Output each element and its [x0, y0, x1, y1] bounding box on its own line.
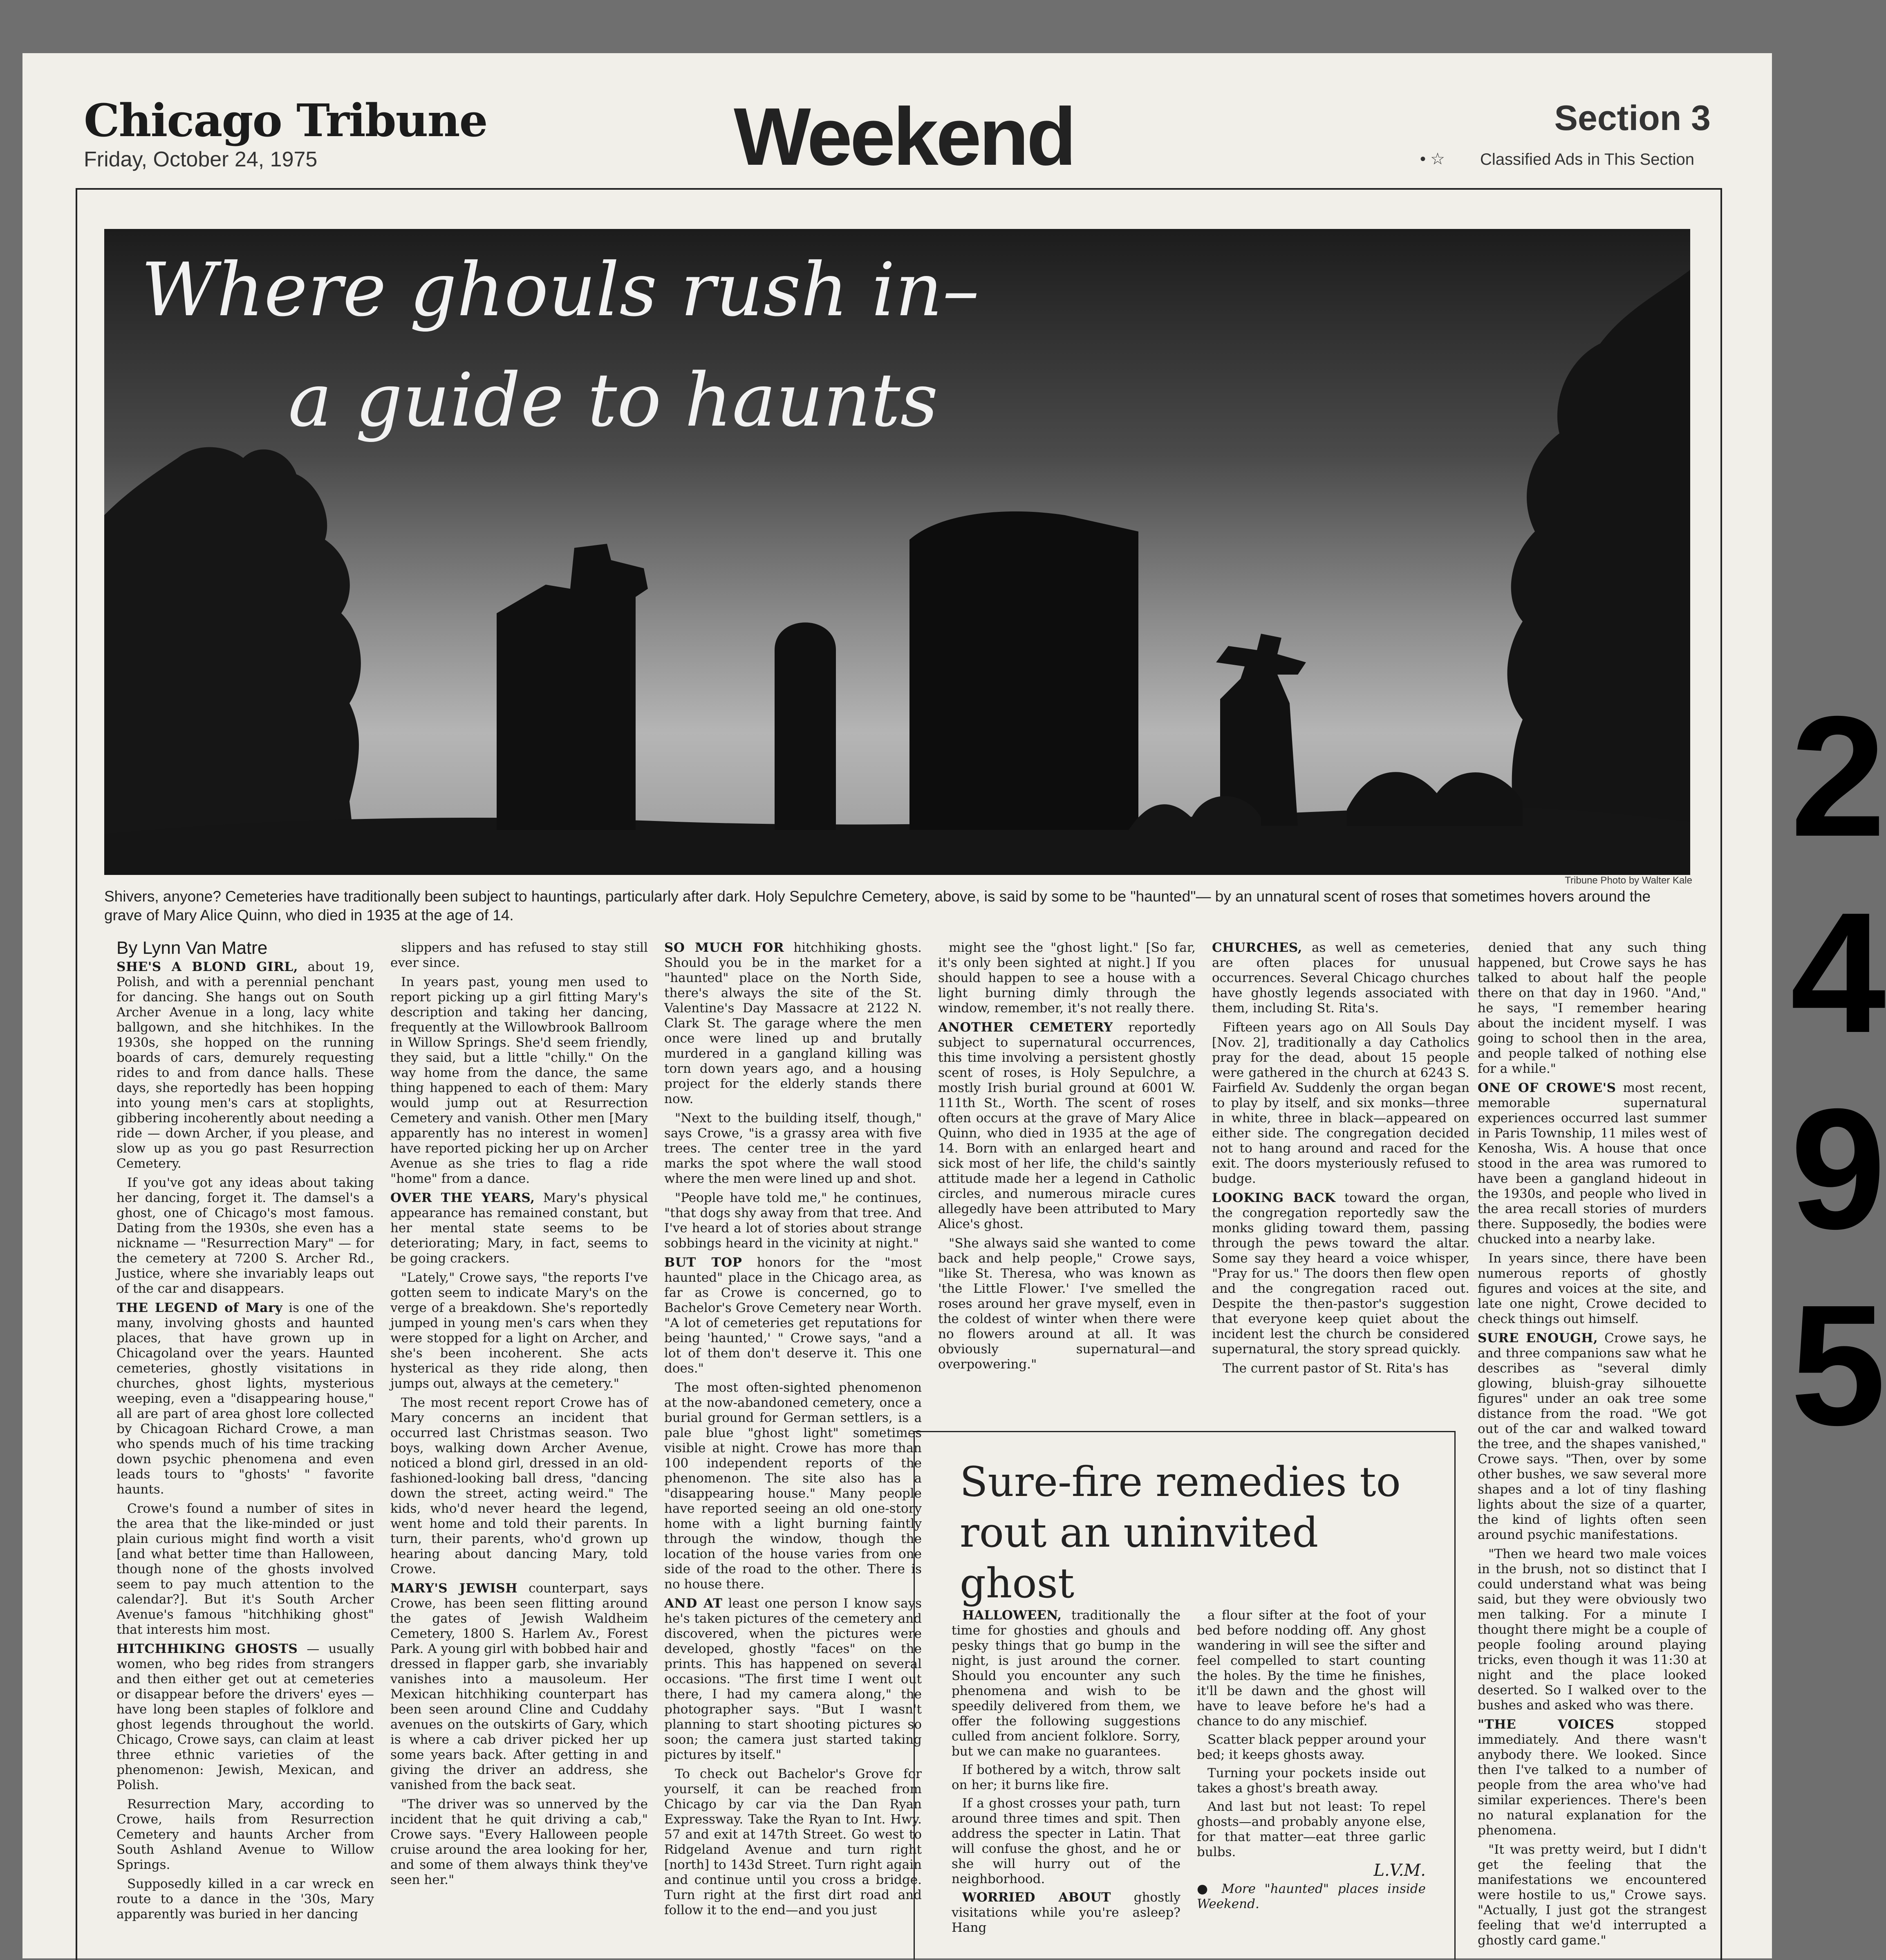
edge-digit: 4: [1790, 877, 1886, 1069]
paragraph: [1212, 1191, 1469, 1357]
paragraph: [116, 1642, 374, 1793]
paragraph-text: The most recent report Crowe has of Mary concerns an incident that occurred last Christmas season. Two boys, walking down Archer Avenue, noticed a blond girl, dressed in an old-fashioned-looking ball dress, "dancing down the street, acting weird." The kids, who'd never heard the legend, went home and told their parents. In turn, their parents, who'd grown up hearing about dancing Mary, told Crowe.: [390, 1395, 648, 1577]
headline-line-2: a guide to haunts: [288, 358, 938, 443]
section-title: Weekend: [734, 91, 1074, 182]
section-number: Section 3: [1554, 99, 1711, 138]
paragraph-text: least one person I know says he's taken pictures of the cemetery and discovered, when the pictures were developed, ghostly "faces" on the prints. This has happened on several occasions. "The first time I went out there, I had my camera along," the photographer says. "But I wasn't planning to start shooting pictures so soon; the camera just started taking pictures by itself.": [664, 1596, 922, 1762]
paragraph: [1478, 940, 1707, 1076]
paragraph-text: To check out Bachelor's Grove for yourself, it can be reached from Chicago by car via the Dan Ryan Expressway. Take the Ryan to Int. Hwy. 57 and exit at 147th Street. Go west to Ridgeland Avenue and turn right [north] to 143d Street. Turn right again and continue until you cross a bridge. Turn right at the first dirt road and follow it to the end—and you just: [664, 1767, 922, 1917]
paragraph: [664, 940, 922, 1107]
paragraph: [390, 1395, 648, 1577]
paragraph-text: reportedly subject to supernatural occurrences, this time involving a persistent ghostly scent of roses, is Holy Sepulchre, a mostly Irish burial ground at 6001 W. 111th St., Worth. The scent of roses often occurs at the grave of Mary Alice Quinn, who died in 1935 at the age of 14. Born with an enlarged heart and sick most of her life, the child's saintly attitude made her a legend in Catholic circles, and numerous miracle cures allegedly have been attributed to Mary Alice's ghost.: [938, 1020, 1196, 1231]
paragraph-text: "She always said she wanted to come back and help people," Crowe says, "like St. Theresa, who was known as 'the Little Flower.' I've smelled the roses around her grave myself, even in the coldest of winter when there were no flowers around at all. It was obviously supernatural—and overpowering.": [938, 1236, 1196, 1372]
paragraph: [390, 1797, 648, 1888]
paragraph: [1212, 940, 1469, 1016]
paragraph-lead: HITCHHIKING GHOSTS: [116, 1642, 298, 1656]
paragraph-lead: SURE ENOUGH,: [1478, 1331, 1598, 1346]
paragraph-text: toward the organ, the congregation reportedly saw the monks gliding toward them, passing through the pews toward the altar. Some say they heard a voice whisper, "Pray for us." The doors then flew open and the congregation raced out. Despite the then-pastor's suggestion that everyone keep quiet about the incident lest the church be considered supernatural, the story spread quickly.: [1212, 1191, 1469, 1357]
classified-note: Classified Ads in This Section: [1480, 150, 1694, 168]
issue-date: Friday, October 24, 1975: [84, 148, 318, 171]
paragraph: [116, 1301, 374, 1497]
paragraph: [664, 1380, 922, 1592]
paragraph-text: Crowe's found a number of sites in the area that the like-minded or just plain curious might find worth a visit [and what better time than Halloween, though none of the ghosts involved seem to pay much attention to the calendar?]. But it's South Archer Avenue's famous "hitchhiking ghost" that interests him most.: [116, 1501, 374, 1637]
paragraph-lead: ONE OF CROWE'S: [1478, 1081, 1616, 1095]
paragraph: [1478, 1547, 1707, 1713]
paragraph: [1212, 1020, 1469, 1186]
paragraph-text: The current pastor of St. Rita's has: [1223, 1361, 1449, 1376]
paragraph-text: a flour sifter at the foot of your bed before nodding off. Any ghost wandering in will see the sifter and feel compelled to start counting the holes. By the time he finishes, it'll be dawn and the ghost will have to leave before he's had a chance to do any mischief.: [1197, 1608, 1426, 1729]
paragraph: [664, 1596, 922, 1763]
paragraph-text: as well as cemeteries, are often places for unusual occurrences. Several Chicago churches have ghostly legends associated with them, including St. Rita's.: [1212, 940, 1469, 1016]
paragraph-lead: THE LEGEND of Mary: [116, 1301, 283, 1315]
paragraph: [952, 1890, 1180, 1935]
newspaper-page: [22, 53, 1772, 1958]
paragraph-text: Resurrection Mary, according to Crowe, hails from Resurrection Cemetery and haunts Archer from South Ashland Avenue to Willow Springs.: [116, 1797, 374, 1872]
paragraph-list: [952, 1608, 1180, 1935]
paragraph-text: denied that any such thing happened, but Crowe says he has talked to about half the people there on that day in 1960. "And," he says, "I remember hearing about the incident myself. I was going to school then in the area, and people talked of nothing else for a while.": [1478, 940, 1707, 1076]
paragraph-text: Mary's physical appearance has remained constant, but her mental state seems to be deteriorating; Mary, in fact, seems to be going crackers.: [390, 1191, 648, 1266]
article-column-1: [116, 940, 374, 1926]
paragraph-text: And last but not least: To repel ghosts—and probably anyone else, for that matter—eat three garlic bulbs.: [1197, 1799, 1426, 1859]
paragraph-text: In years past, young men used to report picking up a girl fitting Mary's description and taking her dancing, frequently at the Willowbrook Ballroom in Willow Springs. She'd seem friendly, they said, but a little "chilly." On the way home from the dance, the same thing happened to each of them: Mary would jump out at Resurrection Cemetery and vanish. Other men [Mary apparently has no interest in women] have reported picking her up on Archer Avenue as she tries to flag a ride "home" from a dance.: [390, 975, 648, 1186]
paragraph-text: Crowe says, he and three companions saw what he describes as "several dimly glowing, bluish-gray silhouette figures" under an oak tree some distance from the road. "We got out of the car and walked toward the tree, and the shapes vanished," Crowe says. "Then, over by some other bushes, we saw several more shapes and a lot of tiny flashing lights about the size of a quarter, the kind of lights often seen around psychic manifestations.: [1478, 1331, 1707, 1542]
paragraph-lead: OVER THE YEARS,: [390, 1191, 535, 1205]
paragraph-text: is one of the many, involving ghosts and haunted places, that have grown up in Chicagoland over the years. Haunted cemeteries, ghostly visitations in churches, ghost lights, mysterious weeping, even a "disappearing house," all are part of area ghost lore collected by Chicagoan Richard Crowe, a man who spends much of his time tracking down psychic phenomena and even leads tours to "ghosts' " favorite haunts.: [116, 1301, 374, 1497]
photo-caption: Shivers, anyone? Cemeteries have traditionally been subject to hauntings, particularly after dark. Holy Sepulchre Cemetery, above, is said by some to be "haunted"— by an unnatural scent of roses that sometimes hovers around the grave of Mary Alice Quinn, who died in 1935 at the age of 14.: [104, 888, 1651, 924]
paragraph: [390, 1581, 648, 1793]
edge-date-stamp: [1790, 679, 1886, 1464]
paragraph-text: "It was pretty weird, but I didn't get the feeling that the manifestations we encountered were hostile to us," Crowe says. "Actually, I just got the strangest feeling that we'd interrupted a ghostly card game.": [1478, 1842, 1707, 1948]
paragraph: [1478, 1842, 1707, 1948]
paragraph: [938, 1020, 1196, 1232]
paragraph: [1478, 1081, 1707, 1247]
newspaper-nameplate: Chicago Tribune: [84, 94, 487, 147]
paragraph-list: [116, 960, 374, 1922]
paragraph-text: If you've got any ideas about taking her dancing, forget it. The damsel's a ghost, one of Chicago's most famous. Dating from the 1930s, she even has a nickname — "Resurrection Mary" — for the cemetery at 7200 S. Archer Rd., Justice, where she invariably leaps out of the car and disappears.: [116, 1175, 374, 1296]
paragraph-text: — usually women, who beg rides from strangers and then either get out at cemeteries or disappear before the drivers' eyes — have long been staples of folklore and ghost legends throughout the world. Chicago, Crowe says, can claim at least three ethnic varieties of the phenomenon: Jewish, Mexican, and Polish.: [116, 1642, 374, 1792]
paragraph-list: [664, 940, 922, 1918]
sidebar-column-1: [952, 1608, 1180, 1939]
sidebar-title: Sure-fire remedies to rout an uninvited ghost: [960, 1458, 1401, 1607]
paragraph-text: counterpart, says Crowe, has been seen flitting around the gates of Jewish Waldheim Cemetery, 1800 S. Harlem Av., Forest Park. A young girl with bobbed hair and dressed in flapper garb, she invariably vanishes into a mausoleum. Her Mexican hitchhiking counterpart has been seen around Cline and Cuddahy avenues on the outskirts of Gary, which is where a cab driver picked her up some years back. After getting in and giving the driver an address, she vanished from the back seat.: [390, 1581, 648, 1792]
paragraph-list: [938, 940, 1196, 1372]
paragraph: [1478, 1717, 1707, 1838]
paragraph-text: If bothered by a witch, throw salt on her; it burns like fire.: [952, 1763, 1180, 1792]
paragraph-lead: SHE'S A BLOND GIRL,: [116, 960, 298, 974]
paragraph: [1197, 1799, 1426, 1860]
paragraph: [952, 1796, 1180, 1887]
star-icon: • ☆: [1420, 150, 1445, 168]
paragraph: [664, 1111, 922, 1186]
paragraph-text: ghostly visitations while you're asleep? Hang: [952, 1890, 1180, 1935]
paragraph: [664, 1191, 922, 1251]
paragraph: [1478, 1251, 1707, 1327]
paragraph: [116, 1175, 374, 1296]
paragraph: [952, 1608, 1180, 1759]
article-column-2: [390, 940, 648, 1892]
paragraph: [938, 940, 1196, 1016]
paragraph-lead: CHURCHES,: [1212, 940, 1302, 955]
paragraph-list: [1197, 1608, 1426, 1860]
remedies-sidebar: [914, 1431, 1456, 1960]
paragraph: [390, 975, 648, 1186]
paragraph: [1197, 1732, 1426, 1763]
sidebar-signoff: L.V.M.: [1373, 1861, 1426, 1880]
paragraph: [1197, 1766, 1426, 1796]
paragraph-text: The most often-sighted phenomenon at the now-abandoned cemetery, once a burial ground for German settlers, is a pale blue "ghost light" sometimes visible at night. Crowe has more than 100 independent reports of the phenomenon. The site also has a "disappearing house." Many people have reported seeing an old one-story home with a light burning faintly through the window, though the location of the house varies from one side of the road to the other. There is no house there.: [664, 1380, 922, 1592]
paragraph-lead: "THE VOICES: [1478, 1717, 1615, 1732]
paragraph-text: If a ghost crosses your path, turn around three times and spit. Then address the specter in Latin. That will confuse the ghost, and he or she will hurry out of the neighborhood.: [952, 1796, 1180, 1886]
paragraph-text: "The driver was so unnerved by the incident that he quit driving a cab," Crowe says. "Every Halloween people cruise around the area looking for her, and some of them always think they've seen her.": [390, 1797, 648, 1887]
paragraph: [952, 1763, 1180, 1793]
paragraph-text: "Lately," Crowe says, "the reports I've gotten seem to indicate Mary's on the verge of a breakdown. She's reportedly jumped in young men's cars when they were stopped for a light on Archer, and she's been incoherent. She acts hysterical as they ride along, then jumps out, always at the cemetery.": [390, 1270, 648, 1391]
article-column-4: [938, 940, 1196, 1376]
photo-credit: Tribune Photo by Walter Kale: [1565, 875, 1692, 886]
paragraph-lead: AND AT: [664, 1596, 723, 1611]
paragraph-lead: HALLOWEEN,: [962, 1608, 1062, 1623]
paragraph-text: Scatter black pepper around your bed; it keeps ghosts away.: [1197, 1732, 1426, 1762]
edge-digit: 2: [1790, 681, 1886, 872]
paragraph: [116, 1877, 374, 1922]
paragraph: [390, 940, 648, 971]
paragraph: [116, 960, 374, 1171]
more-inside-note: ● More "haunted" places inside Weekend.: [1197, 1882, 1426, 1911]
paragraph-text: "People have told me," he continues, "that dogs shy away from that tree. And I've heard a lot of stories about strange sobbings heard in the vicinity at night.": [664, 1191, 922, 1251]
paragraph-lead: MARY'S JEWISH: [390, 1581, 517, 1596]
paragraph-text: Turning your pockets inside out takes a ghost's breath away.: [1197, 1766, 1426, 1796]
paragraph-lead: SO MUCH FOR: [664, 940, 784, 955]
paragraph-text: might see the "ghost light." [So far, it's only been sighted at night.] If you should happen to see a house with a light burning dimly through the window, remember, it's not really there.: [938, 940, 1196, 1016]
paragraph-text: honors for the "most haunted" place in the Chicago area, as far as Crowe is concerned, go to Bachelor's Grove Cemetery near Worth. "A lot of cemeteries get reputations for being 'haunted,' " Crowe says, "and a lot of them don't deserve it. This one does.": [664, 1255, 922, 1376]
paragraph: [1212, 1361, 1469, 1376]
headline-line-1: Where ghouls rush in–: [141, 247, 979, 333]
paragraph-list: [390, 940, 648, 1888]
paragraph-text: stopped immediately. And there wasn't anybody there. We looked. Since then I've talked to a number of people from the area who've had similar experiences. There's been no natural explanation for the phenomena.: [1478, 1717, 1707, 1838]
paragraph-text: Fifteen years ago on All Souls Day [Nov. 2], traditionally a day Catholics pray for the dead, about 15 people were gathered in the church at 6243 S. Fairfield Av. Suddenly the organ began to play by itself, and six monks—three in white, three in black—appeared on either side. The congregation decided not to hang around and raced for the exit. The doors mysteriously refused to budge.: [1212, 1020, 1469, 1186]
article-column-5: [1212, 940, 1469, 1380]
paragraph-lead: BUT TOP: [664, 1255, 742, 1270]
paragraph-lead: LOOKING BACK: [1212, 1191, 1336, 1205]
paragraph-text: traditionally the time for ghosties and ghouls and pesky things that go bump in the night, is just around the corner. Should you encounter any such phenomena and wish to be speedily delivered from them, we offer the following suggestions culled from ancient folklore. Sorry, but we can make no guarantees.: [952, 1608, 1180, 1759]
edge-digit: 9: [1790, 1073, 1886, 1265]
paragraph-text: Supposedly killed in a car wreck en route to a dance in the '30s, Mary apparently was buried in her dancing: [116, 1877, 374, 1922]
paragraph-text: hitchhiking ghosts. Should you be in the market for a "haunted" place on the North Side, there's always the site of the St. Valentine's Day Massacre at 2122 N. Clark St. The garage where the men once were lined up and brutally murdered in a gangland killing was torn down years ago, and a housing project for the elderly stands there now.: [664, 940, 922, 1106]
sidebar-column-2: [1197, 1608, 1426, 1915]
paragraph-text: slippers and has refused to stay still ever since.: [390, 940, 648, 970]
paragraph-lead: ANOTHER CEMETERY: [938, 1020, 1113, 1035]
paragraph-list: [1478, 940, 1707, 1948]
paragraph: [664, 1255, 922, 1376]
paragraph-text: In years since, there have been numerous reports of ghostly figures and voices at the site, and late one night, Crowe decided to check things out himself.: [1478, 1251, 1707, 1326]
paragraph-lead: WORRIED ABOUT: [962, 1890, 1111, 1905]
paragraph: [116, 1797, 374, 1873]
paragraph: [1478, 1331, 1707, 1543]
paragraph-text: "Then we heard two male voices in the brush, not so distinct that I could understand what was being said, but they were obviously two men talking. For a minute I thought there might be a couple of people fooling around playing tricks, even though it was 11:30 at night and the place looked deserted. So I walked over to the bushes and asked who was there.: [1478, 1547, 1707, 1713]
paragraph: [390, 1270, 648, 1391]
paragraph-text: "Next to the building itself, though," says Crowe, "is a grassy area with five trees. The center tree in the yard marks the spot where the wall stood where the men were lined up and shot.: [664, 1111, 922, 1186]
paragraph: [390, 1191, 648, 1266]
paragraph: [116, 1501, 374, 1637]
paragraph: [664, 1767, 922, 1918]
paragraph-text: about 19, Polish, and with a perennial penchant for dancing. She hangs out on South Archer Avenue in a long, lacy white ballgown, and she hitchhikes. In the 1930s, she hopped on the running boards of cars, demurely requesting rides to and from dance halls. These days, she reportedly has been hopping into young men's cars at stoplights, gibbering incoherently about needing a ride — down Archer, if you please, and slow up as you go past Resurrection Cemetery.: [116, 960, 374, 1171]
article-column-3: [664, 940, 922, 1922]
edge-digit: 5: [1790, 1269, 1886, 1461]
paragraph-text: most recent, memorable supernatural experiences occurred last summer in Paris Township, 11 miles west of Kenosha, Wis. A house that once stood in the area was rumored to have been a gangland hideout in the 1930s, and people who lived in the area recall stories of murders there. Supposedly, the bodies were chucked into a nearby lake.: [1478, 1081, 1707, 1247]
paragraph: [1197, 1608, 1426, 1729]
paragraph: [938, 1236, 1196, 1372]
article-column-6: [1478, 940, 1707, 1952]
byline: By Lynn Van Matre: [116, 938, 268, 958]
paragraph-list: [1212, 940, 1469, 1376]
